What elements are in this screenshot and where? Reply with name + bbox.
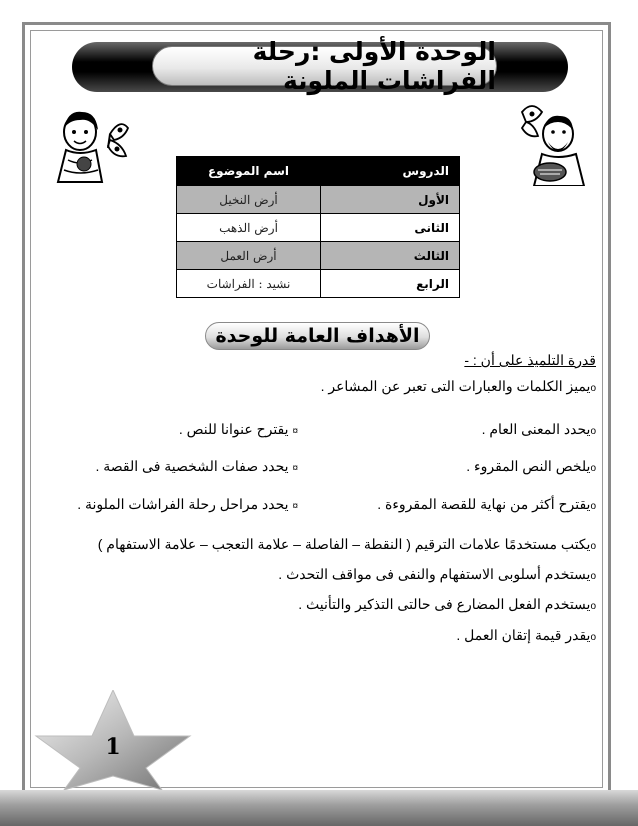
objective-text: يحدد المعنى العام . [481,421,591,437]
objective-text: يقترح عنوانا للنص . [178,421,289,437]
box-bullet-icon: ¤ [292,501,298,512]
table-row [177,270,460,298]
lesson-cell: الرابع [321,270,460,298]
circle-bullet-icon: o [590,571,596,582]
objective-text: يحدد صفات الشخصية فى القصة . [95,458,289,474]
objective-text: يستخدم أسلوبى الاستفهام والنفى فى مواقف التحدث . [278,566,591,582]
objective-item [95,458,298,475]
circle-bullet-icon: o [590,426,596,437]
title-pill [152,37,497,95]
objective-item [321,378,596,395]
box-bullet-icon: ¤ [292,463,298,474]
table-row [177,186,460,214]
table-header-row [177,157,460,186]
circle-bullet-icon: o [590,383,596,394]
objective-item [98,536,596,553]
table-row [177,242,460,270]
box-bullet-icon: ¤ [292,426,298,437]
topic-cell: نشيد : الفراشات [177,270,321,298]
circle-bullet-icon: o [590,501,596,512]
table-row [177,214,460,242]
objective-item [179,421,298,438]
objective-text: يميز الكلمات والعبارات التى تعبر عن المشاعر . [320,378,591,394]
lesson-cell: الثانى [321,214,460,242]
circle-bullet-icon: o [590,463,596,474]
objective-text: يقدر قيمة إتقان العمل . [456,627,591,643]
objectives-intro: قدرة التلميذ على أن : - [464,352,596,368]
objective-item [377,496,596,513]
bottom-bar [0,790,638,826]
objective-text: يكتب مستخدمًا علامات الترقيم ( النقطة – الفاصلة – علامة التعجب – علامة الاستفهام ) [97,536,591,552]
girl-butterfly-clipart [50,104,134,188]
objectives-banner [205,322,430,350]
objective-item [298,596,596,613]
man-butterfly-clipart [508,100,592,190]
objective-text: يلخص النص المقروء . [466,458,591,474]
objectives-heading: الأهداف العامة للوحدة [215,325,420,347]
topic-cell: أرض العمل [177,242,321,270]
circle-bullet-icon: o [590,601,596,612]
objective-text: يقترح أكثر من نهاية للقصة المقروءة . [377,496,591,512]
lesson-cell: الثالث [321,242,460,270]
objective-item [456,627,596,644]
topic-cell: أرض النخيل [177,186,321,214]
header-topic: اسم الموضوع [177,157,321,186]
circle-bullet-icon: o [590,632,596,643]
lesson-cell: الأول [321,186,460,214]
header-lessons: الدروس [321,157,460,186]
topic-cell: أرض الذهب [177,214,321,242]
unit-title: الوحدة الأولى :رحلة الفراشات الملونة [252,37,496,95]
objective-text: يحدد مراحل رحلة الفراشات الملونة . [77,496,289,512]
objective-item [278,566,596,583]
objective-text: يستخدم الفعل المضارع فى حالتى التذكير والتأنيث . [298,596,591,612]
objective-item [466,458,596,475]
page-number: 1 [105,734,121,760]
objective-item [77,496,298,513]
circle-bullet-icon: o [590,541,596,552]
objective-item [482,421,596,438]
lessons-table [176,156,460,298]
